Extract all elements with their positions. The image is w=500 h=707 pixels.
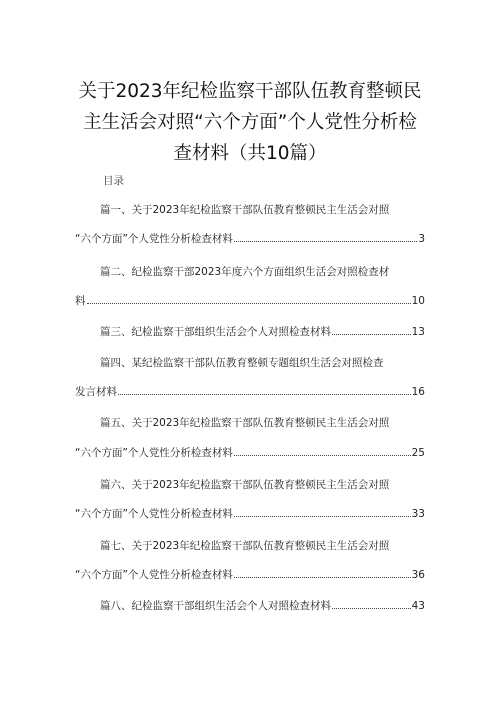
toc-entry-6-line2[interactable] xyxy=(75,507,425,521)
toc-leader-dots xyxy=(332,599,411,609)
toc-entry-1-line1[interactable]: 篇一、关于2023年纪检监察干部队伍教育整顿民主生活会对照 xyxy=(100,204,390,216)
toc-leader-dots xyxy=(234,446,411,456)
toc-entry-text: 篇三、纪检监察干部组织生活会个人对照检查材料 xyxy=(100,326,331,338)
toc-entry-3[interactable] xyxy=(100,325,425,339)
toc-entry-text: “六个方面”个人党性分析检查材料 xyxy=(75,447,233,459)
toc-page-number: 25 xyxy=(411,447,425,459)
toc-entry-2-line2[interactable] xyxy=(75,294,425,308)
toc-page-number: 33 xyxy=(411,508,425,520)
title-line: 查材料（共10篇） xyxy=(173,143,327,164)
toc-entry-5-line2[interactable] xyxy=(75,446,425,460)
toc-entry-8[interactable] xyxy=(100,599,425,613)
toc-page-number: 16 xyxy=(411,386,425,398)
toc-entry-4-line1[interactable]: 篇四、某纪检监察干部队伍教育整顿专题组织生活会对照检查 xyxy=(100,357,384,369)
toc-heading: 目录 xyxy=(103,175,124,187)
toc-entry-1-line2[interactable] xyxy=(75,232,425,246)
toc-leader-dots xyxy=(234,232,417,242)
toc-page-number: 43 xyxy=(411,600,425,612)
document-title xyxy=(60,76,440,169)
toc-entry-6-line1[interactable]: 篇六、关于2023年纪检监察干部队伍教育整顿民主生活会对照 xyxy=(100,479,390,491)
toc-entry-text: 发言材料 xyxy=(75,386,117,398)
toc-leader-dots xyxy=(332,325,411,335)
toc-leader-dots xyxy=(234,568,411,578)
toc-entry-7-line1[interactable]: 篇七、关于2023年纪检监察干部队伍教育整顿民主生活会对照 xyxy=(100,540,390,552)
title-line: 关于2023年纪检监察干部队伍教育整顿民 xyxy=(78,81,422,102)
toc-entry-4-line2[interactable] xyxy=(75,385,425,399)
toc-entry-text: 料 xyxy=(75,295,86,307)
toc-entry-text: 篇八、纪检监察干部组织生活会个人对照检查材料 xyxy=(100,600,331,612)
toc-entry-7-line2[interactable] xyxy=(75,568,425,582)
toc-page-number: 36 xyxy=(411,569,425,581)
toc-entry-2-line1[interactable]: 篇二、纪检监察干部2023年度六个方面组织生活会对照检查材 xyxy=(100,266,390,278)
toc-page-number: 13 xyxy=(411,326,425,338)
toc-leader-dots xyxy=(234,507,411,517)
toc-entry-text: “六个方面”个人党性分析检查材料 xyxy=(75,508,233,520)
toc-entry-5-line1[interactable]: 篇五、关于2023年纪检监察干部队伍教育整顿民主生活会对照 xyxy=(100,417,390,429)
toc-leader-dots xyxy=(118,385,411,395)
title-line: 主生活会对照“六个方面”个人党性分析检 xyxy=(83,112,417,133)
toc-entry-text: “六个方面”个人党性分析检查材料 xyxy=(75,233,233,245)
toc-page-number: 10 xyxy=(411,295,425,307)
toc-page-number: 3 xyxy=(418,233,425,245)
toc-leader-dots xyxy=(87,294,411,304)
toc-entry-text: “六个方面”个人党性分析检查材料 xyxy=(75,569,233,581)
